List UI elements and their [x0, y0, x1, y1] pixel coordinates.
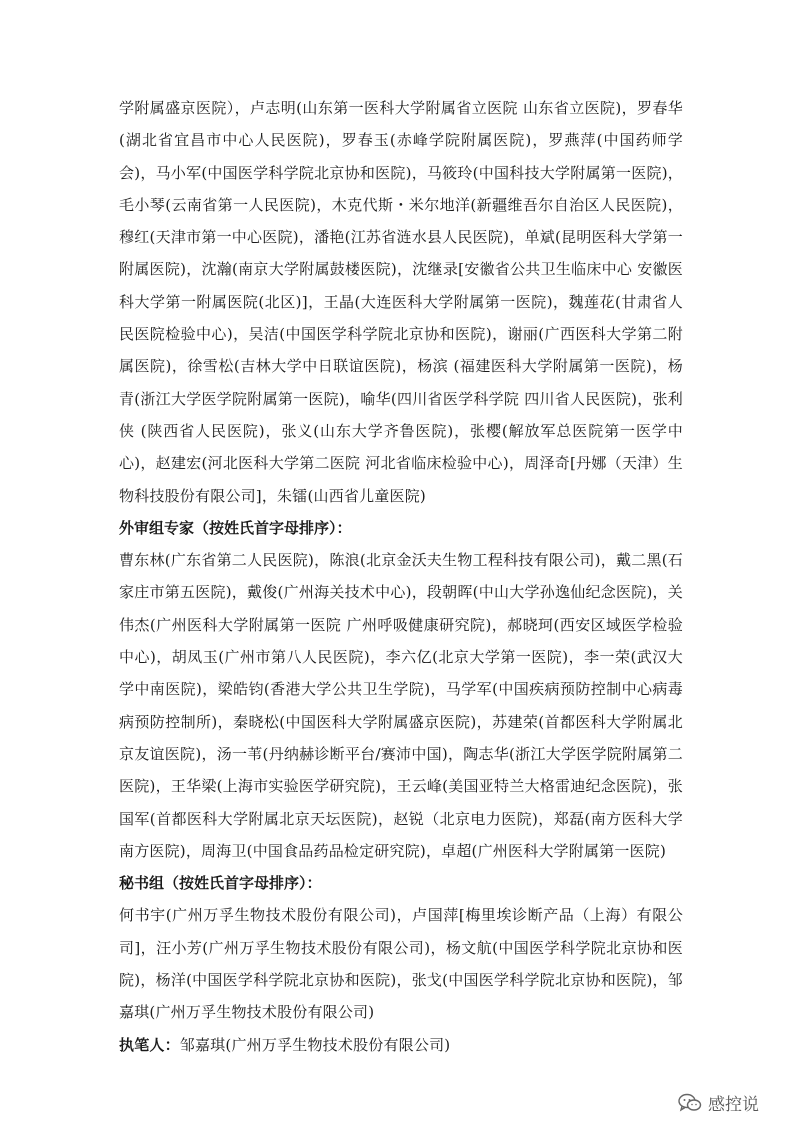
writer-label: 执笔人：: [119, 1035, 180, 1054]
secretary-heading: 秘书组（按姓氏首字母排序）：: [119, 874, 322, 893]
document-body: [119, 92, 683, 1061]
watermark-text: 感控说: [708, 1095, 759, 1115]
wechat-icon: [678, 1093, 702, 1113]
writer-line: [119, 1029, 683, 1061]
external-reviewers-heading: 外审组专家（按姓氏首字母排序）：: [119, 518, 352, 537]
watermark: [678, 1090, 759, 1115]
external-reviewers-list: 曹东林(广东省第二人民医院)，陈浪(北京金沃夫生物工程科技有限公司)，戴二黑(石家庄市第五医院)，戴俊(广州海关技术中心)，段朝晖(中山大学孙逸仙纪念医院)，关伟杰(广州医科大学附属第一医院 广州呼吸健康研究院)，郝晓珂(西安区域医学检验中心)，胡凤玉(广州市第八人民医院)，李六亿(北京大学第一医院)，李一荣(武汉大学中南医院)，梁皓钧(香港大学公共卫生学院)，马学军(中国疾病预防控制中心病毒病预防控制所)，秦晓松(中国医科大学附属盛京医院)，苏建荣(首都医科大学附属北京友谊医院)，汤一苇(丹纳赫诊断平台/赛沛中国)，陶志华(浙江大学医学院附属第二医院)，王华梁(上海市实验医学研究院)，王云峰(美国亚特兰大格雷迪纪念医院)，张国军(首都医科大学附属北京天坛医院)，赵锐（北京电力医院)，郑磊(南方医科大学南方医院)，周海卫(中国食品药品检定研究院)，卓超(广州医科大学附属第一医院): [119, 551, 683, 860]
secretary-list: 何书宇(广州万孚生物技术股份有限公司)，卢国萍[梅里埃诊断产品（上海）有限公司]，汪小芳(广州万孚生物技术股份有限公司)，杨文航(中国医学科学院北京协和医院)，杨洋(中国医学科学院北京协和医院)，张戈(中国医学科学院北京协和医院)，邹嘉琪(广州万孚生物技术股份有限公司): [119, 906, 683, 1022]
reviewers-list-continued: 学附属盛京医院），卢志明(山东第一医科大学附属省立医院 山东省立医院)，罗春华(湖北省宜昌市中心人民医院)，罗春玉(赤峰学院附属医院)，罗燕萍(中国药师学会)，马小军(中国医学科学院北京协和医院)，马筱玲(中国科技大学附属第一医院)，毛小琴(云南省第一人民医院)，木克代斯・米尔地洋(新疆维吾尔自治区人民医院)，穆红(天津市第一中心医院)，潘艳(江苏省涟水县人民医院)，单斌(昆明医科大学第一附属医院)，沈瀚(南京大学附属鼓楼医院)，沈继录[安徽省公共卫生临床中心 安徽医科大学第一附属医院(北区)]，王晶(大连医科大学附属第一医院)，魏莲花(甘肃省人民医院检验中心)，吴洁(中国医学科学院北京协和医院)，谢丽(广西医科大学第二附属医院)，徐雪松(吉林大学中日联谊医院)，杨滨 (福建医科大学附属第一医院)，杨青(浙江大学医学院附属第一医院)，喻华(四川省医学科学院 四川省人民医院)，张利侠 (陕西省人民医院)，张义(山东大学齐鲁医院)，张樱(解放军总医院第一医学中心)，赵建宏(河北医科大学第二医院 河北省临床检验中心)，周泽奇[丹娜（天津）生物科技股份有限公司]，朱镭(山西省儿童医院): [119, 99, 683, 505]
writer-value: 邹嘉琪(广州万孚生物技术股份有限公司): [179, 1035, 451, 1054]
